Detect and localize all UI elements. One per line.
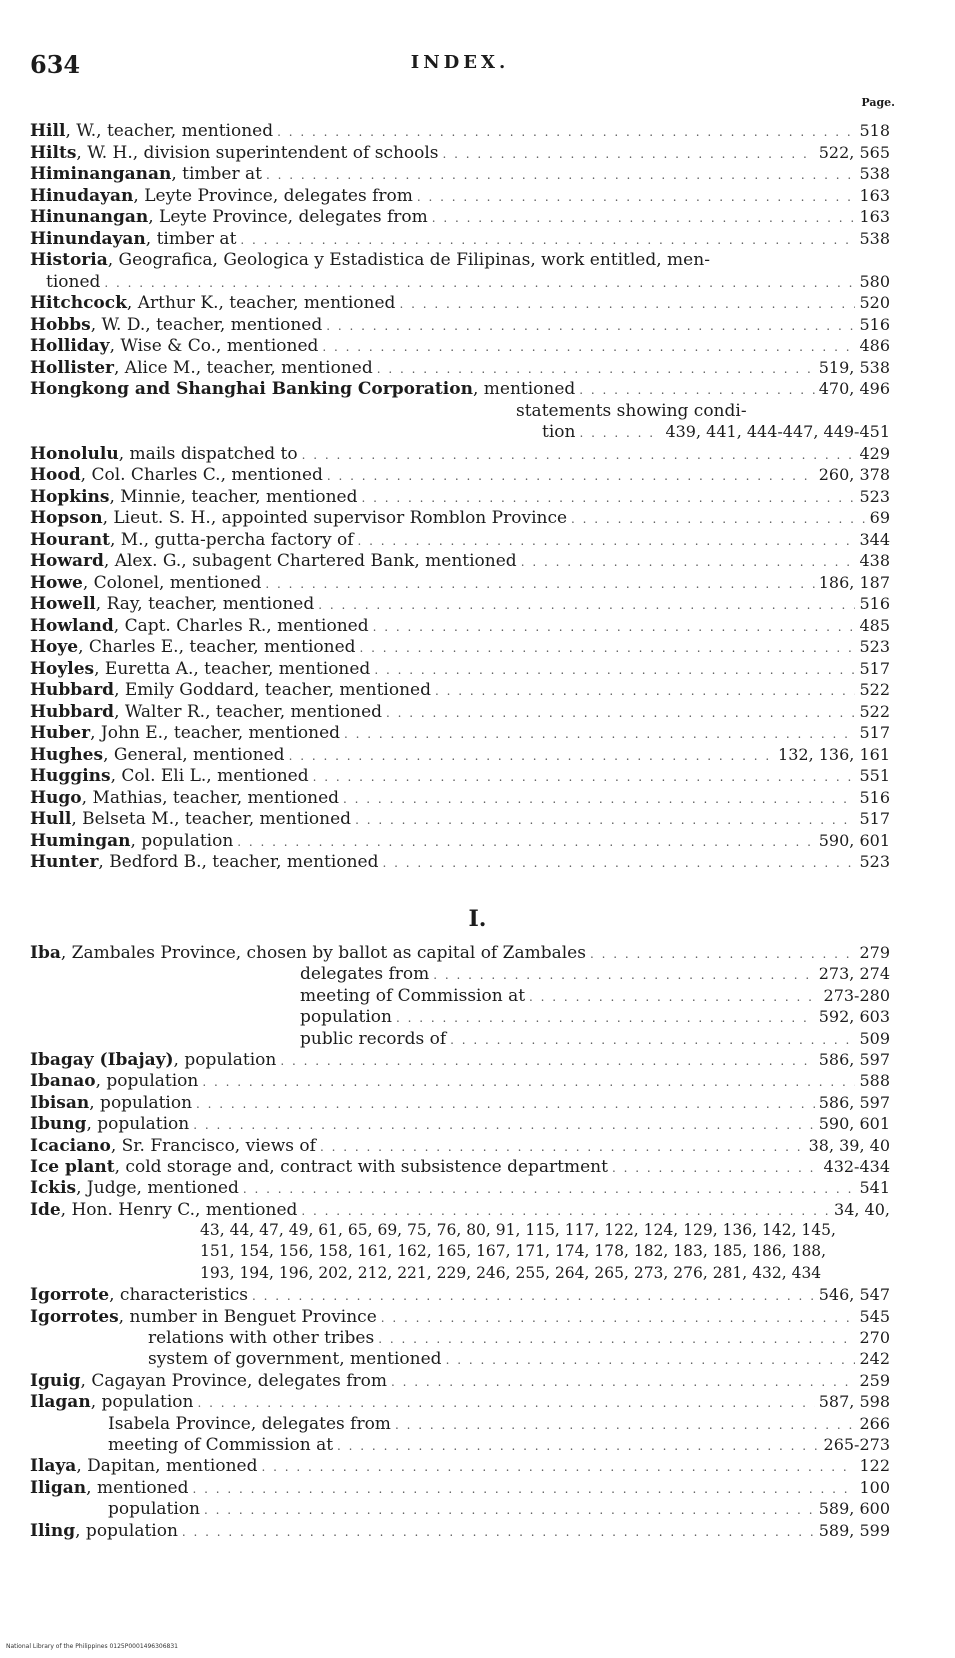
entry-label: Howland, Capt. Charles R., mentioned bbox=[30, 615, 369, 636]
leader-dots bbox=[277, 125, 855, 139]
entry-label: Hubbard, Walter R., teacher, mentioned bbox=[30, 701, 383, 722]
entry-page-ref: 522 bbox=[859, 701, 890, 721]
entry-label: Ilagan, population bbox=[30, 1392, 194, 1413]
leader-dots bbox=[521, 555, 856, 569]
entry-page-ref: 589, 600 bbox=[818, 1499, 890, 1519]
entry-label: system of government, mentioned bbox=[148, 1349, 442, 1370]
leader-dots bbox=[386, 706, 855, 720]
entry-label: 151, 154, 156, 158, 161, 162, 165, 167, 171, 174, 178, 182, 183, 185, 186, 188, bbox=[200, 1242, 827, 1261]
running-head: INDEX. bbox=[410, 52, 510, 73]
index-entry bbox=[30, 444, 890, 466]
entry-label: Howell, Ray, teacher, mentioned bbox=[30, 594, 315, 614]
entry-label: 193, 194, 196, 202, 212, 221, 229, 246, 255, 264, 265, 273, 276, 281, 432, 434 bbox=[200, 1263, 822, 1282]
leader-dots bbox=[374, 663, 855, 677]
entry-page-ref: 34, 40, bbox=[834, 1199, 890, 1219]
index-entry bbox=[30, 121, 890, 143]
leader-dots bbox=[446, 1353, 856, 1367]
leader-dots bbox=[579, 383, 814, 397]
entry-page-ref: 522, 565 bbox=[818, 142, 890, 162]
page-column-label: Page. bbox=[861, 96, 895, 109]
entry-page-ref: 588 bbox=[859, 1071, 890, 1091]
entry-page-ref: 38, 39, 40 bbox=[808, 1135, 890, 1155]
entry-page-ref: 586, 597 bbox=[818, 1092, 890, 1112]
entry-page-ref: 259 bbox=[859, 1370, 890, 1390]
index-entry bbox=[30, 831, 890, 853]
section-letter-heading: I. bbox=[468, 906, 487, 932]
entry-label: meeting of Commission at bbox=[108, 1434, 334, 1455]
entry-label: Hill, W., teacher, mentioned bbox=[30, 121, 274, 141]
index-section-i bbox=[30, 943, 890, 1542]
entry-page-ref: 186, 187 bbox=[818, 572, 890, 592]
leader-dots bbox=[265, 577, 814, 591]
leader-dots bbox=[313, 770, 856, 784]
entry-label: Iligan, mentioned bbox=[30, 1477, 189, 1498]
entry-label: tion bbox=[542, 422, 576, 442]
entry-label: Hitchcock, Arthur K., teacher, mentioned bbox=[30, 293, 396, 313]
leader-dots bbox=[382, 856, 855, 870]
entry-label: tioned bbox=[46, 271, 101, 292]
index-section-h bbox=[30, 121, 890, 874]
leader-dots bbox=[204, 1503, 815, 1517]
index-entry bbox=[30, 964, 890, 985]
index-entry bbox=[30, 680, 890, 702]
leader-dots bbox=[243, 1182, 856, 1196]
index-entry bbox=[30, 551, 890, 573]
leader-dots bbox=[182, 1525, 815, 1539]
leader-dots bbox=[237, 835, 814, 849]
entry-page-ref: 519, 538 bbox=[818, 357, 890, 377]
index-entry bbox=[30, 766, 890, 788]
leader-dots bbox=[280, 1054, 814, 1068]
entry-page-ref: 590, 601 bbox=[818, 830, 890, 850]
index-entry bbox=[30, 143, 890, 165]
entry-label: Historia, Geografica, Geologica y Estadistica de Filipinas, work entitled, men- bbox=[30, 250, 710, 270]
leader-dots bbox=[417, 190, 856, 204]
index-entry bbox=[30, 1157, 890, 1178]
entry-label: Icaciano, Sr. Francisco, views of bbox=[30, 1135, 316, 1156]
entry-label: Hugo, Mathias, teacher, mentioned bbox=[30, 787, 340, 808]
entry-label: Hilts, W. H., division superintendent of schools bbox=[30, 142, 439, 163]
entry-label: Ide, Hon. Henry C., mentioned bbox=[30, 1199, 298, 1220]
index-entry bbox=[30, 1521, 890, 1542]
index-entry bbox=[30, 1371, 890, 1392]
index-entry bbox=[30, 852, 890, 874]
index-entry bbox=[30, 1093, 890, 1114]
leader-dots bbox=[261, 1460, 855, 1474]
index-entry bbox=[30, 1328, 890, 1349]
leader-dots bbox=[361, 491, 855, 505]
page-header bbox=[30, 50, 890, 82]
leader-dots bbox=[322, 340, 855, 354]
entry-page-ref: 273, 274 bbox=[818, 964, 890, 984]
entry-page-ref: 260, 378 bbox=[818, 465, 890, 484]
entry-page-ref: 485 bbox=[859, 615, 890, 635]
index-entry bbox=[30, 1050, 890, 1071]
entry-page-ref: 470, 496 bbox=[818, 379, 890, 398]
index-entry bbox=[30, 1007, 890, 1028]
entry-page-ref: 265-273 bbox=[823, 1434, 890, 1454]
leader-dots bbox=[435, 684, 855, 698]
entry-label: Huber, John E., teacher, mentioned bbox=[30, 723, 341, 743]
leader-dots bbox=[612, 1161, 820, 1175]
page-number: 634 bbox=[30, 50, 81, 79]
leader-dots bbox=[360, 641, 856, 655]
entry-page-ref: 163 bbox=[859, 185, 890, 205]
entry-page-ref: 520 bbox=[859, 293, 890, 312]
entry-page-ref: 163 bbox=[859, 207, 890, 226]
leader-dots bbox=[266, 168, 855, 182]
leader-dots bbox=[192, 1482, 855, 1496]
index-entry bbox=[30, 315, 890, 337]
entry-label: Howard, Alex. G., subagent Chartered Bank, mentioned bbox=[30, 551, 517, 571]
entry-label: Howe, Colonel, mentioned bbox=[30, 572, 262, 593]
index-entry bbox=[30, 1242, 890, 1263]
entry-label: Isabela Province, delegates from bbox=[108, 1413, 391, 1434]
leader-dots bbox=[240, 233, 855, 247]
entry-label: Hopson, Lieut. S. H., appointed supervisor Romblon Province bbox=[30, 508, 568, 528]
entry-page-ref: 590, 601 bbox=[818, 1114, 890, 1134]
index-entry bbox=[30, 723, 890, 745]
entry-page-ref: 432-434 bbox=[823, 1156, 890, 1176]
leader-dots bbox=[358, 534, 856, 548]
index-entry bbox=[30, 1178, 890, 1199]
index-entry bbox=[30, 293, 890, 315]
entry-label: 43, 44, 47, 49, 61, 65, 69, 75, 76, 80, 91, 115, 117, 122, 124, 129, 136, 142, 145, bbox=[200, 1221, 836, 1240]
entry-page-ref: 546, 547 bbox=[818, 1285, 890, 1305]
entry-page-ref: 517 bbox=[859, 723, 890, 742]
leader-dots bbox=[320, 1140, 805, 1154]
index-entry bbox=[30, 788, 890, 810]
index-entry bbox=[30, 508, 890, 530]
index-entry bbox=[30, 1029, 890, 1050]
entry-label: Huggins, Col. Eli L., mentioned bbox=[30, 766, 309, 786]
index-entry bbox=[30, 616, 890, 638]
index-entry bbox=[30, 465, 890, 487]
leader-dots bbox=[378, 1332, 855, 1346]
entry-label: Hoyles, Euretta A., teacher, mentioned bbox=[30, 658, 371, 679]
entry-page-ref: 523 bbox=[859, 486, 890, 506]
entry-page-ref: 429 bbox=[859, 443, 890, 463]
entry-page-ref: 523 bbox=[859, 637, 890, 656]
leader-dots bbox=[395, 1418, 856, 1432]
leader-dots bbox=[202, 1075, 855, 1089]
entry-page-ref: 538 bbox=[859, 228, 890, 248]
leader-dots bbox=[433, 968, 814, 982]
leader-dots bbox=[289, 749, 774, 763]
entry-page-ref: 279 bbox=[859, 943, 890, 962]
index-entry bbox=[30, 943, 890, 964]
entry-label: Hinundayan, timber at bbox=[30, 228, 237, 249]
index-entry bbox=[30, 530, 890, 552]
entry-label: relations with other tribes bbox=[148, 1328, 375, 1349]
leader-dots bbox=[399, 297, 855, 311]
entry-page-ref: 270 bbox=[859, 1328, 890, 1348]
entry-label: Hunter, Bedford B., teacher, mentioned bbox=[30, 852, 379, 872]
entry-label: Ibanao, population bbox=[30, 1071, 199, 1092]
leader-dots bbox=[252, 1289, 815, 1303]
leader-dots bbox=[381, 1311, 856, 1325]
entry-page-ref: 538 bbox=[859, 164, 890, 183]
entry-page-ref: 580 bbox=[859, 271, 890, 291]
leader-dots bbox=[571, 512, 866, 526]
index-entry bbox=[30, 229, 890, 251]
index-entry bbox=[30, 1285, 890, 1306]
entry-page-ref: 439, 441, 444-447, 449-451 bbox=[665, 422, 890, 441]
entry-label: Ice plant, cold storage and, contract with subsistence department bbox=[30, 1156, 608, 1177]
index-entry bbox=[30, 379, 890, 401]
footer-credit: National Library of the Philippines 0125P0001496306831 bbox=[6, 1643, 178, 1650]
leader-dots bbox=[590, 947, 856, 961]
leader-dots bbox=[193, 1118, 815, 1132]
entry-label: population bbox=[300, 1007, 392, 1028]
entry-label: Ibisan, population bbox=[30, 1092, 193, 1113]
index-entry bbox=[30, 186, 890, 208]
entry-page-ref: 132, 136, 161 bbox=[778, 744, 890, 764]
entry-label: Hourant, M., gutta-percha factory of bbox=[30, 529, 354, 550]
leader-dots bbox=[355, 813, 855, 827]
entry-label: statements showing condi- bbox=[516, 400, 747, 421]
index-entry bbox=[30, 1478, 890, 1499]
entry-label: Hull, Belseta M., teacher, mentioned bbox=[30, 809, 352, 829]
leader-dots bbox=[391, 1375, 855, 1389]
leader-dots bbox=[197, 1396, 814, 1410]
entry-label: Hopkins, Minnie, teacher, mentioned bbox=[30, 486, 358, 507]
index-entry bbox=[30, 659, 890, 681]
entry-label: population bbox=[108, 1499, 200, 1520]
entry-label: Holliday, Wise & Co., mentioned bbox=[30, 336, 319, 356]
index-entry bbox=[30, 1435, 890, 1456]
entry-label: Hubbard, Emily Goddard, teacher, mentioned bbox=[30, 680, 431, 700]
index-entry bbox=[30, 594, 890, 616]
index-entry bbox=[30, 1349, 890, 1370]
entry-label: public records of bbox=[300, 1028, 447, 1049]
entry-page-ref: 242 bbox=[859, 1349, 890, 1369]
leader-dots bbox=[327, 469, 815, 483]
index-entry bbox=[30, 1456, 890, 1477]
entry-page-ref: 589, 599 bbox=[818, 1520, 890, 1540]
index-entry bbox=[30, 272, 890, 294]
entry-page-ref: 587, 598 bbox=[818, 1392, 890, 1412]
leader-dots bbox=[104, 276, 855, 290]
entry-label: Ickis, Judge, mentioned bbox=[30, 1178, 239, 1199]
entry-label: Hood, Col. Charles C., mentioned bbox=[30, 465, 323, 485]
entry-page-ref: 509 bbox=[859, 1028, 890, 1048]
index-entry bbox=[30, 809, 890, 831]
entry-page-ref: 551 bbox=[859, 766, 890, 785]
leader-dots bbox=[343, 792, 855, 806]
leader-dots bbox=[450, 1033, 855, 1047]
index-entry bbox=[30, 164, 890, 186]
entry-label: Ibung, population bbox=[30, 1114, 190, 1135]
entry-page-ref: 516 bbox=[859, 314, 890, 334]
entry-page-ref: 266 bbox=[859, 1413, 890, 1433]
leader-dots bbox=[326, 319, 855, 333]
index-entry bbox=[30, 986, 890, 1007]
index-entry bbox=[30, 1414, 890, 1435]
index-entry bbox=[30, 1071, 890, 1092]
entry-label: Hongkong and Shanghai Banking Corporation, mentioned bbox=[30, 379, 576, 399]
entry-page-ref: 518 bbox=[859, 121, 890, 140]
entry-page-ref: 586, 597 bbox=[818, 1049, 890, 1069]
index-entry bbox=[30, 207, 890, 229]
entry-label: Honolulu, mails dispatched to bbox=[30, 443, 298, 464]
index-entry bbox=[30, 336, 890, 358]
leader-dots bbox=[196, 1097, 815, 1111]
index-entry bbox=[30, 1392, 890, 1413]
entry-page-ref: 517 bbox=[859, 809, 890, 828]
index-entry bbox=[30, 487, 890, 509]
index-entry bbox=[30, 1200, 890, 1221]
entry-page-ref: 344 bbox=[859, 529, 890, 549]
index-entry bbox=[30, 1307, 890, 1328]
leader-dots bbox=[432, 211, 856, 225]
entry-label: Hollister, Alice M., teacher, mentioned bbox=[30, 357, 373, 378]
entry-page-ref: 516 bbox=[859, 787, 890, 807]
entry-label: meeting of Commission at bbox=[300, 985, 526, 1006]
entry-label: Ilaya, Dapitan, mentioned bbox=[30, 1456, 258, 1477]
entry-page-ref: 273-280 bbox=[823, 985, 890, 1005]
index-entry bbox=[30, 573, 890, 595]
index-entry bbox=[30, 1264, 890, 1285]
entry-label: Hoye, Charles E., teacher, mentioned bbox=[30, 637, 356, 657]
entry-label: Humingan, population bbox=[30, 830, 234, 851]
entry-label: Himinanganan, timber at bbox=[30, 164, 262, 184]
entry-label: Igorrotes, number in Benguet Province bbox=[30, 1306, 377, 1327]
entry-label: Ibagay (Ibajay), population bbox=[30, 1049, 277, 1070]
entry-label: Iguig, Cagayan Province, delegates from bbox=[30, 1370, 388, 1391]
index-entry bbox=[30, 745, 890, 767]
entry-page-ref: 438 bbox=[859, 551, 890, 570]
entry-page-ref: 592, 603 bbox=[818, 1007, 890, 1027]
entry-page-ref: 486 bbox=[859, 336, 890, 355]
entry-label: delegates from bbox=[300, 964, 430, 985]
index-entry bbox=[30, 702, 890, 724]
entry-page-ref: 517 bbox=[859, 658, 890, 678]
entry-label: Iba, Zambales Province, chosen by ballot as capital of Zambales bbox=[30, 943, 586, 963]
index-entry bbox=[30, 1114, 890, 1135]
leader-dots bbox=[318, 598, 855, 612]
leader-dots bbox=[302, 448, 856, 462]
leader-dots bbox=[301, 1204, 830, 1218]
entry-page-ref: 541 bbox=[859, 1178, 890, 1198]
entry-page-ref: 69 bbox=[869, 508, 890, 527]
entry-page-ref: 122 bbox=[859, 1456, 890, 1476]
index-entry bbox=[30, 401, 890, 423]
entry-label: Hughes, General, mentioned bbox=[30, 744, 285, 765]
index-entry bbox=[30, 1136, 890, 1157]
entry-label: Igorrote, characteristics bbox=[30, 1285, 248, 1306]
entry-page-ref: 545 bbox=[859, 1306, 890, 1326]
index-entry bbox=[30, 250, 890, 272]
index-entry bbox=[30, 1499, 890, 1520]
entry-page-ref: 523 bbox=[859, 852, 890, 871]
entry-label: Iling, population bbox=[30, 1520, 178, 1541]
entry-page-ref: 522 bbox=[859, 680, 890, 699]
leader-dots bbox=[344, 727, 855, 741]
index-entry bbox=[30, 637, 890, 659]
leader-dots bbox=[443, 147, 815, 161]
index-entry bbox=[30, 1221, 890, 1242]
leader-dots bbox=[396, 1011, 815, 1025]
entry-label: Hinudayan, Leyte Province, delegates from bbox=[30, 185, 413, 206]
entry-page-ref: 516 bbox=[859, 594, 890, 613]
index-entry bbox=[30, 422, 890, 444]
entry-label: Hobbs, W. D., teacher, mentioned bbox=[30, 314, 323, 335]
leader-dots bbox=[529, 990, 819, 1004]
index-entry bbox=[30, 358, 890, 380]
entry-page-ref: 100 bbox=[859, 1477, 890, 1497]
leader-dots bbox=[579, 426, 661, 440]
leader-dots bbox=[377, 362, 815, 376]
leader-dots bbox=[337, 1439, 819, 1453]
leader-dots bbox=[373, 620, 856, 634]
entry-label: Hinunangan, Leyte Province, delegates from bbox=[30, 207, 428, 227]
